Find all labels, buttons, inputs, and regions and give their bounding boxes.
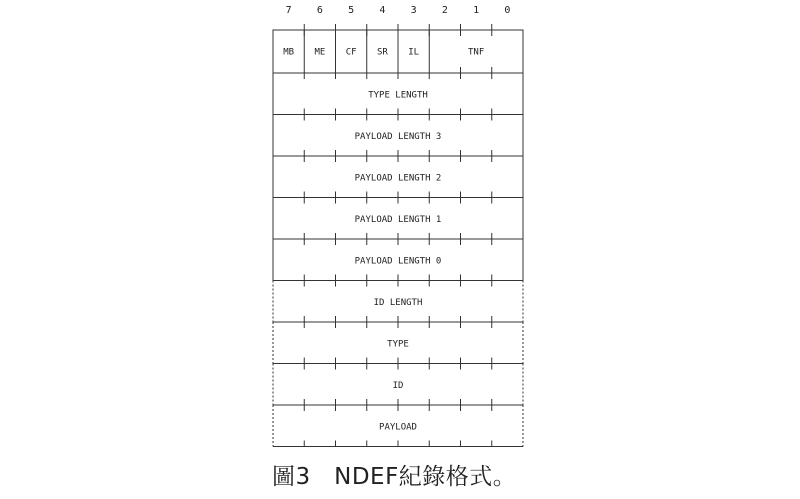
field-row bbox=[273, 322, 523, 364]
bit-number-row bbox=[286, 5, 511, 16]
field-label-payload-length-3: PAYLOAD LENGTH 3 bbox=[354, 131, 442, 142]
field-label-type: TYPE bbox=[387, 339, 409, 350]
bit-label-4: 4 bbox=[379, 5, 386, 16]
field-row bbox=[273, 198, 523, 240]
bit-label-3: 3 bbox=[410, 5, 417, 16]
field-rows bbox=[273, 73, 523, 447]
field-label-type-length: TYPE LENGTH bbox=[368, 90, 428, 101]
bit-label-7: 7 bbox=[285, 5, 292, 16]
header-field-cf: CF bbox=[345, 47, 357, 58]
header-field-mb: MB bbox=[283, 47, 295, 58]
bit-label-2: 2 bbox=[441, 5, 448, 16]
header-field-me: ME bbox=[314, 47, 326, 58]
field-label-id: ID bbox=[392, 380, 404, 391]
bit-label-5: 5 bbox=[348, 5, 355, 16]
bit-label-6: 6 bbox=[316, 5, 323, 16]
bit-label-0: 0 bbox=[504, 5, 511, 16]
field-label-payload: PAYLOAD bbox=[379, 422, 417, 433]
bit-label-1: 1 bbox=[473, 5, 480, 16]
field-row bbox=[273, 156, 523, 198]
field-row bbox=[273, 281, 523, 323]
header-flags-row bbox=[273, 24, 523, 73]
header-field-il: IL bbox=[408, 47, 420, 58]
figure-caption: 圖3 NDEF紀錄格式。 bbox=[272, 464, 517, 490]
field-row bbox=[273, 239, 523, 281]
field-row bbox=[273, 73, 523, 115]
field-label-payload-length-0: PAYLOAD LENGTH 0 bbox=[354, 256, 442, 267]
header-field-sr: SR bbox=[376, 47, 388, 58]
field-label-payload-length-2: PAYLOAD LENGTH 2 bbox=[354, 173, 442, 184]
field-row bbox=[273, 115, 523, 157]
field-label-payload-length-1: PAYLOAD LENGTH 1 bbox=[354, 214, 442, 225]
field-row bbox=[273, 364, 523, 406]
header-field-tnf: TNF bbox=[467, 47, 485, 58]
field-row bbox=[273, 405, 523, 447]
field-label-id-length: ID LENGTH bbox=[373, 297, 423, 308]
